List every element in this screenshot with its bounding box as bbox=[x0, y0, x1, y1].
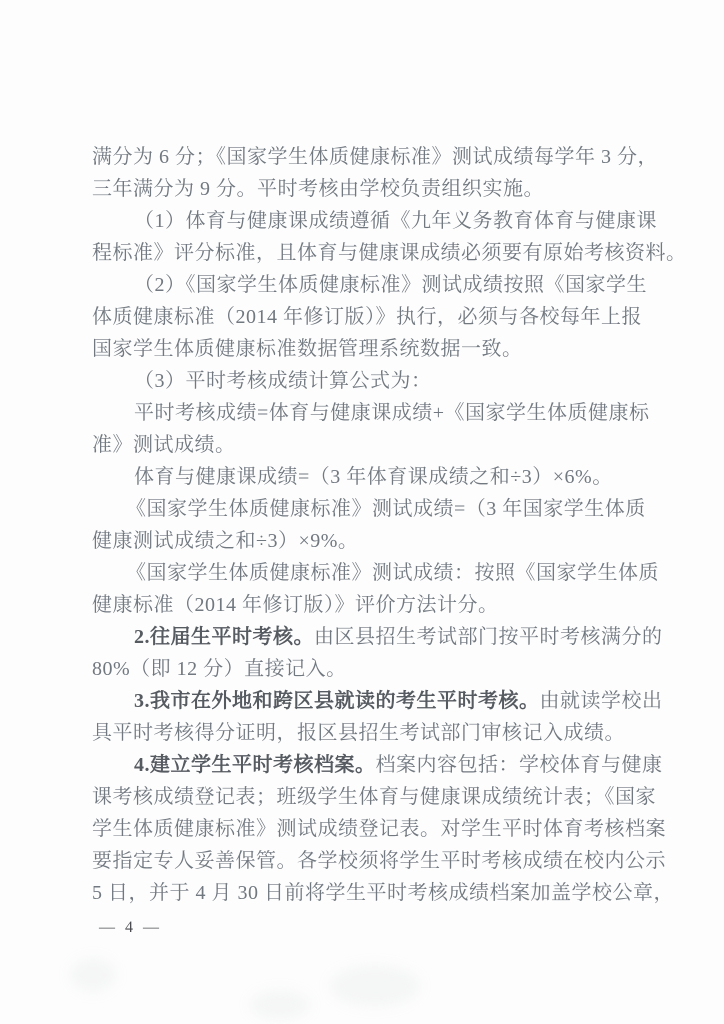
text-line bbox=[92, 525, 682, 557]
body-text: （2）《国家学生体质健康标准》测试成绩按照《国家学生 bbox=[134, 274, 647, 296]
text-line bbox=[92, 269, 682, 301]
body-text: 满分为 6 分；《国家学生体质健康标准》测试成绩每学年 3 分， bbox=[92, 146, 658, 168]
text-line bbox=[92, 141, 682, 173]
document-body bbox=[92, 141, 687, 909]
body-text: 体育与健康课成绩=（3 年体育课成绩之和÷3）×6%。 bbox=[134, 466, 613, 488]
body-text: 具平时考核得分证明，报区县招生考试部门审核记入成绩。 bbox=[92, 722, 625, 744]
body-text: 80%（即 12 分）直接记入。 bbox=[92, 658, 347, 680]
body-text: 国家学生体质健康标准数据管理系统数据一致。 bbox=[92, 338, 523, 360]
scan-smudge bbox=[70, 958, 116, 992]
body-text: 体质健康标准（2014 年修订版）》执行，必须与各校每年上报 bbox=[92, 306, 642, 328]
body-text: 程标准》评分标准，且体育与健康课成绩必须要有原始考核资料。 bbox=[92, 242, 687, 264]
text-line bbox=[92, 781, 682, 813]
page-number: — 4 — bbox=[99, 919, 162, 936]
text-line bbox=[92, 461, 682, 493]
body-text: （3）平时考核成绩计算公式为： bbox=[134, 370, 432, 392]
bold-text: 2.往届生平时考核。 bbox=[134, 626, 314, 648]
text-line bbox=[92, 845, 682, 877]
body-text: 健康测试成绩之和÷3）×9%。 bbox=[92, 530, 359, 552]
body-text: （1）体育与健康课成绩遵循《九年义务教育体育与健康课 bbox=[134, 210, 657, 232]
text-line bbox=[92, 653, 682, 685]
body-text: 5 日，并于 4 月 30 日前将学生平时考核成绩档案加盖学校公章， bbox=[92, 882, 674, 904]
text-line bbox=[92, 813, 682, 845]
scan-smudge bbox=[330, 965, 420, 1007]
text-line bbox=[92, 749, 682, 781]
text-line bbox=[92, 333, 682, 365]
text-line bbox=[92, 205, 682, 237]
body-text: 档案内容包括：学校体育与健康 bbox=[375, 754, 663, 776]
text-line bbox=[92, 557, 682, 589]
text-line bbox=[92, 685, 682, 717]
text-line bbox=[92, 717, 682, 749]
body-text: 《国家学生体质健康标准》测试成绩=（3 年国家学生体质 bbox=[126, 498, 646, 520]
body-text: 健康标准（2014 年修订版）》评价方法计分。 bbox=[92, 594, 499, 616]
scan-smudge bbox=[250, 990, 310, 1020]
body-text: 平时考核成绩=体育与健康课成绩+《国家学生体质健康标 bbox=[134, 402, 650, 424]
body-text: 课考核成绩登记表；班级学生体育与健康课成绩统计表；《国家 bbox=[92, 786, 656, 808]
body-text: 由就读学校出 bbox=[539, 690, 663, 712]
text-line bbox=[92, 429, 682, 461]
text-line bbox=[92, 589, 682, 621]
text-line bbox=[92, 397, 682, 429]
bold-text: 3.我市在外地和跨区县就读的考生平时考核。 bbox=[134, 690, 540, 712]
text-line bbox=[92, 493, 682, 525]
text-line bbox=[92, 237, 687, 269]
text-line bbox=[92, 877, 682, 909]
body-text: 《国家学生体质健康标准》测试成绩：按照《国家学生体质 bbox=[126, 562, 659, 584]
body-text: 三年满分为 9 分。平时考核由学校负责组织实施。 bbox=[92, 178, 544, 200]
text-line bbox=[92, 365, 682, 397]
body-text: 要指定专人妥善保管。各学校须将学生平时考核成绩在校内公示 bbox=[92, 850, 666, 872]
bold-text: 4.建立学生平时考核档案。 bbox=[134, 754, 376, 776]
body-text: 学生体质健康标准》测试成绩登记表。对学生平时体育考核档案 bbox=[92, 818, 666, 840]
body-text: 准》测试成绩。 bbox=[92, 434, 236, 456]
text-line bbox=[92, 621, 682, 653]
text-line bbox=[92, 173, 682, 205]
text-line bbox=[92, 301, 682, 333]
body-text: 由区县招生考试部门按平时考核满分的 bbox=[314, 626, 663, 648]
